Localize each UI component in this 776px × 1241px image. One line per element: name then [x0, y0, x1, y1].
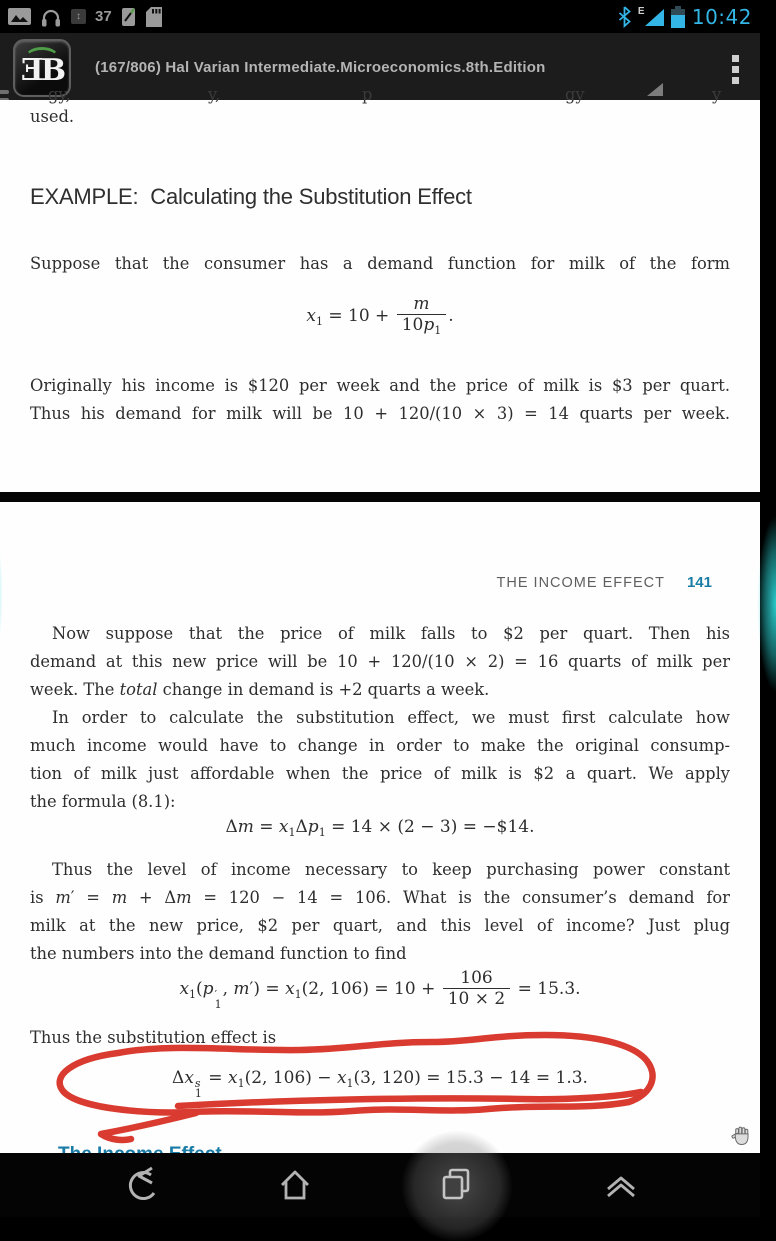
recents-button[interactable]	[435, 1165, 479, 1205]
navigation-bar	[0, 1153, 760, 1217]
example-heading: EXAMPLE: Calculating the Substitution Effect	[30, 184, 472, 209]
bluetooth-icon	[618, 6, 631, 27]
headphones-icon	[40, 6, 62, 27]
status-bar[interactable]	[0, 0, 760, 33]
paragraph: Now suppose that the price of milk falls to $2 per quart. Then his demand at this new price will be 10 + 120/(10 × 2) = 16 quarts of milk per week. The total change in demand is +2 quarts a week.	[30, 624, 730, 699]
gallery-icon	[8, 8, 31, 25]
page-separator	[0, 492, 760, 502]
home-button[interactable]	[275, 1165, 319, 1205]
page-number: 141	[686, 574, 712, 591]
formula-substitution-effect: Δx s 1 = $x_1(2$, $106) - x_1(3$, 120) = 15.3 − 14 = 1.3.	[172, 1068, 588, 1100]
recents-icon	[435, 1165, 479, 1205]
status-bar-notifications	[8, 0, 162, 33]
hide-bar-button[interactable]	[601, 1165, 645, 1205]
running-head	[497, 574, 712, 592]
pdf-viewport[interactable]	[0, 85, 760, 1153]
paragraph: Suppose that the consumer has a demand function for milk of the form	[30, 254, 730, 273]
back-button[interactable]	[121, 1165, 165, 1205]
note-icon	[121, 7, 137, 27]
app-title-bar	[0, 33, 760, 100]
data-transfer-icon: ↕	[71, 9, 86, 24]
formula-new-demand: $x_1(p$ ′ 1 , $m') = x_1(2$, 106) = 10 + $\frac{106}{10 \times 2}$ = 15.3.	[179, 968, 581, 1012]
pan-hand-icon	[730, 1124, 752, 1151]
network-type-label: E	[637, 6, 645, 17]
paragraph: Thus the level of income necessary to keep purchasing power constant is m′ = m + Δm = 120 − 14 = 106. What is the consumer’s demand for milk at the new price, $2 per quart, and this level of income? Just plug the numbers into the demand function to find	[30, 860, 730, 963]
formula-income-change: $\Delta m = x_1\Delta p_1 = 14 \times (2 - 3)$ = −$14.	[225, 817, 535, 839]
clock: 10:42	[691, 4, 752, 29]
paragraph: In order to calculate the substitution effect, we must first calculate how much income would have to change in order to make the original consump- tion of milk just affordable when the price of milk is $2 a quart. We apply the formula (8.1):	[30, 708, 730, 811]
signal-icon	[638, 6, 664, 27]
chevron-up-icon	[601, 1165, 645, 1205]
app-logo: ƎB	[20, 52, 64, 88]
home-icon	[275, 1165, 319, 1205]
pdf-page-141	[0, 502, 760, 1153]
sd-card-icon	[146, 7, 162, 27]
page-edge-glow-right	[730, 496, 776, 741]
page-edge-glow-left	[0, 496, 30, 731]
overflow-menu-button[interactable]	[732, 55, 740, 88]
formula-demand-function: $x_1 = 10$ + $\frac{m}{10p_1}$ .	[306, 294, 454, 337]
corner-resize-handle[interactable]	[647, 83, 663, 96]
pdf-page-140	[0, 85, 760, 492]
paragraph: Originally his income is $120 per week and the price of milk is $3 per quart. Thus his demand for milk will be 10 + 120/(10 × 3) = 14 quarts per week.	[30, 376, 730, 423]
clipped-text-line: gy, y, p gy y	[48, 85, 722, 104]
status-bar-system	[618, 0, 752, 33]
back-icon	[121, 1165, 165, 1205]
document-title: (167/806) Hal Varian Intermediate.Microeconomics.8th.Edition	[95, 59, 546, 76]
battery-icon	[671, 6, 685, 28]
running-head-title: THE INCOME EFFECT	[496, 575, 665, 591]
body-text: Thus the substitution effect is	[30, 1028, 277, 1047]
clipped-section-heading	[58, 1145, 222, 1153]
notification-count: 37	[95, 8, 112, 25]
body-text: used.	[30, 107, 75, 126]
app-logo-arc	[25, 47, 59, 68]
